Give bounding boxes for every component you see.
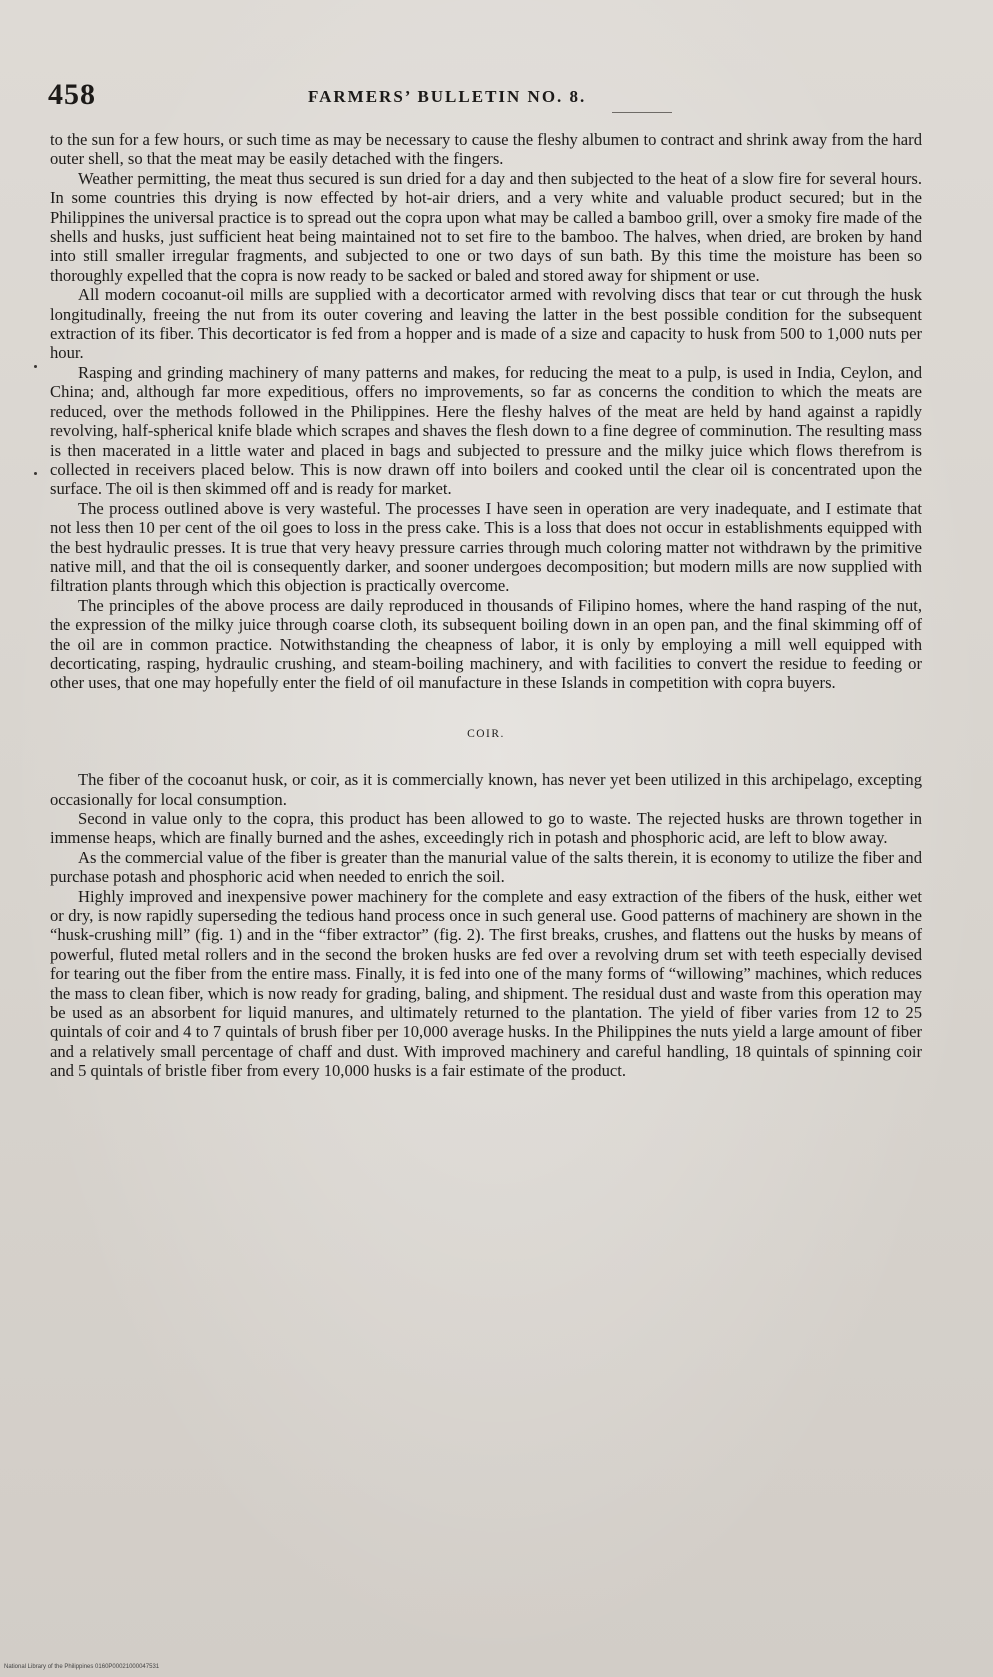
page-header: [48, 78, 928, 118]
paragraph: The process outlined above is very wasteful. The processes I have seen in operation are very inadequate, and I estimate that not less then 10 per cent of the oil goes to loss in the press cake. This is a loss that does not occur in establishments equipped with the best hydraulic presses. It is true that very heavy pressure carries through much coloring matter not withdrawn by the primitive native mill, and that the oil is consequently darker, and sooner undergoes decomposition; but modern mills are now supplied with filtration plants through which this objection is practically overcome.: [50, 498, 922, 596]
paragraph: Highly improved and inexpensive power machinery for the complete and easy extraction of the fibers of the husk, either wet or dry, is now rapidly superseding the tedious hand process once in such general use. Good patterns of machinery are shown in the “husk-crushing mill” (fig. 1) and in the “fiber extractor” (fig. 2). The first breaks, crushes, and flattens out the husks by means of powerful, fluted metal rollers and in the second the broken husks are fed over a revolving drum set with teeth especially devised for tearing out the fiber from the entire mass. Finally, it is fed into one of the many forms of “willowing” machines, which reduces the mass to clean fiber, which is now ready for grading, baling, and shipment. The residual dust and waste from this operation may be used as an absorbent for liquid manures, and ultimately returned to the plantation. The yield of fiber varies from 12 to 25 quintals of coir and 4 to 7 quintals of brush fiber per 10,000 average husks. In the Philippines the nuts yield a large amount of fiber and a relatively small percentage of chaff and dust. With improved machinery and careful handling, 18 quintals of spinning coir and 5 quintals of bristle fiber from every 10,000 husks is a fair estimate of the product.: [50, 886, 922, 1081]
paragraph: The fiber of the cocoanut husk, or coir, as it is commercially known, has never yet been utilized in this archipelago, excepting occasionally for local consumption.: [50, 770, 922, 809]
body-text: [50, 130, 922, 1081]
paragraph: to the sun for a few hours, or such time as may be necessary to cause the fleshy albumen to contract and shrink away from the hard outer shell, so that the meat may be easily detached with the fingers.: [50, 130, 922, 169]
paragraph: Second in value only to the copra, this product has been allowed to go to waste. The rejected husks are thrown together in immense heaps, which are finally burned and the ashes, exceedingly rich in potash and phosphoric acid, are left to blow away.: [50, 809, 922, 848]
paragraph: The principles of the above process are daily reproduced in thousands of Filipino homes, where the hand rasping of the nut, the expression of the milky juice through coarse cloth, its subsequent boiling down in an open pan, and the final skimming off of the oil are in common practice. Notwithstanding the cheapness of labor, it is only by employing a mill well equipped with decorticating, rasping, hydraulic crushing, and steam-boiling machinery, and with facilities to convert the residue to feeding or other uses, that one may hopefully enter the field of oil manufacture in these Islands in competition with copra buyers.: [50, 595, 922, 693]
page-number: 458: [48, 78, 96, 111]
margin-mark: [34, 472, 37, 475]
paragraph: Weather permitting, the meat thus secured is sun dried for a day and then subjected to the heat of a slow fire for several hours. In some countries this drying is now effected by hot-air driers, and a very white and valuable product secured; but in the Philippines the universal practice is to spread out the copra upon what may be called a bamboo grill, over a smoky fire made of the shells and husks, just sufficient heat being maintained not to set fire to the bamboo. The halves, when dried, are broken by hand into still smaller irregular fragments, and subjected to one or two days of sun bath. By this time the moisture has been so thoroughly expelled that the copra is now ready to be sacked or baled and stored away for shipment or use.: [50, 168, 922, 285]
margin-mark: [34, 365, 37, 368]
paragraph: All modern cocoanut-oil mills are supplied with a decorticator armed with revolving discs that tear or cut through the husk longitudinally, freeing the nut from its outer covering and leaving the latter in the best possible condition for the subsequent extraction of its fiber. This decorticator is fed from a hopper and is made of a size and capacity to husk from 500 to 1,000 nuts per hour.: [50, 285, 922, 363]
section-heading-coir: COIR.: [467, 727, 505, 740]
running-title: FARMERS’ BULLETIN NO. 8.: [308, 87, 587, 106]
library-footer: National Library of the Philippines 0160P00021000047531: [4, 1664, 160, 1670]
paragraph: Rasping and grinding machinery of many patterns and makes, for reducing the meat to a pulp, is used in India, Ceylon, and China; and, although far more expeditious, offers no improvements, so far as concerns the condition to which the meats are reduced, over the methods followed in the Philippines. Here the fleshy halves of the meat are held by hand against a rapidly revolving, half-spherical knife blade which scrapes and shaves the flesh down to a fine degree of comminution. The resulting mass is then macerated in a little water and placed in bags and subjected to pressure and the milky juice which flows therefrom is collected in receivers placed below. This is now drawn off into boilers and cooked until the clear oil is concentrated upon the surface. The oil is then skimmed off and is ready for market.: [50, 362, 922, 499]
paragraph: As the commercial value of the fiber is greater than the manurial value of the salts therein, it is economy to utilize the fiber and purchase potash and phosphoric acid when needed to enrich the soil.: [50, 847, 922, 887]
header-rule: [612, 112, 672, 113]
